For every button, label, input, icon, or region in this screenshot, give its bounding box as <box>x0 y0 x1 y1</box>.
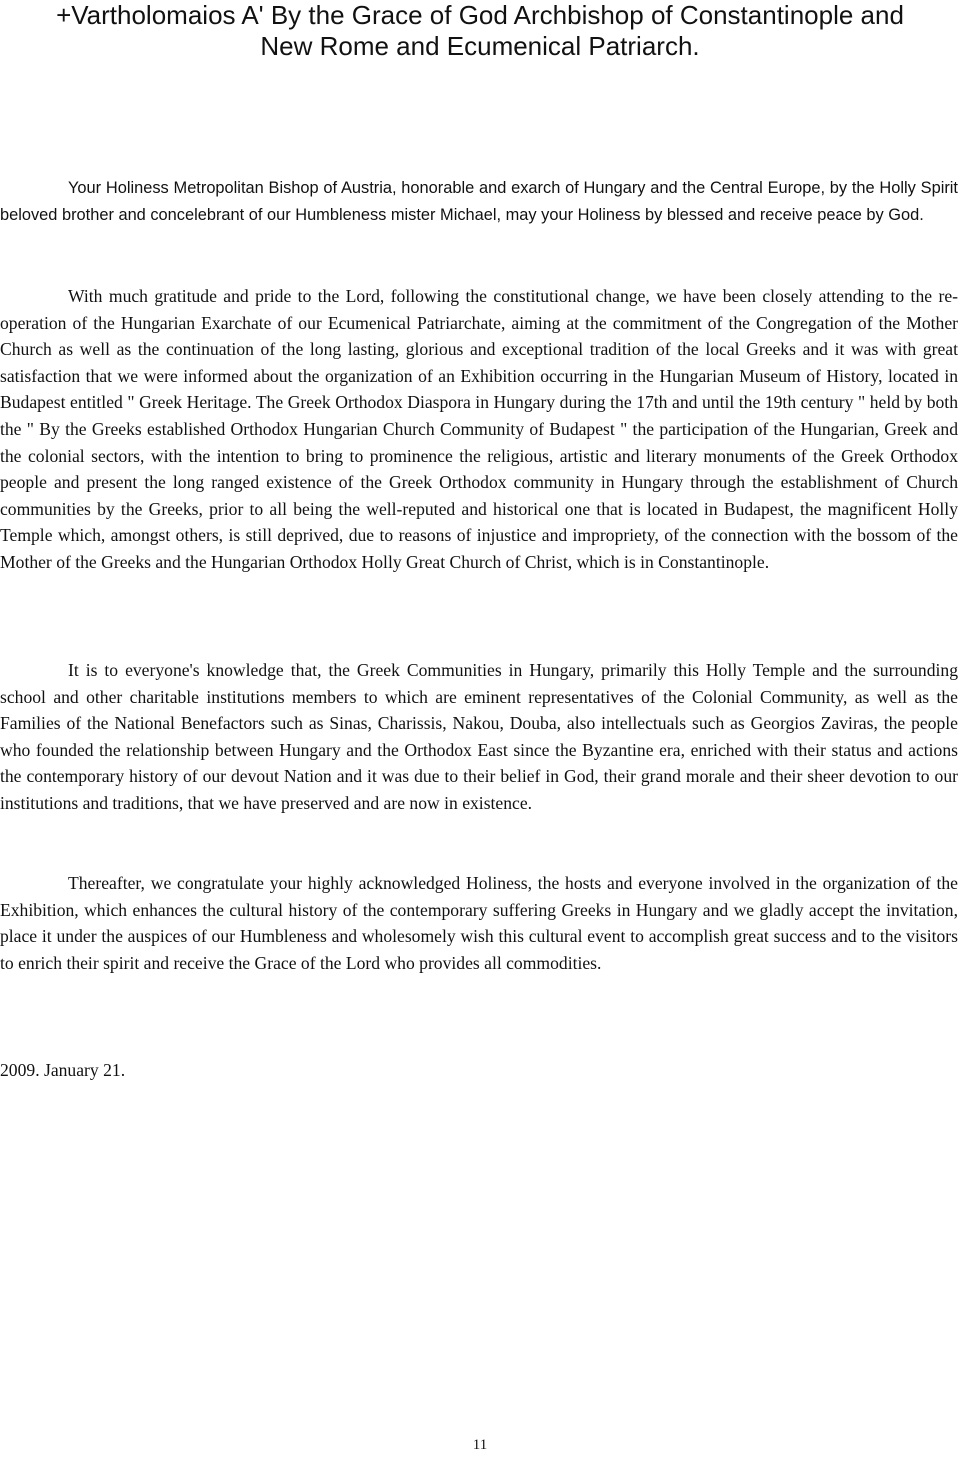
body-paragraph-communities: It is to everyone's knowledge that, the Greek Communities in Hungary, primarily this Holly Temple and the surrounding school and other charitable institutions members to which are eminent representatives of the Colonial Community, as well as the Families of the National Benefactors such as Sinas, Charissis, Nakou, Douba, also intellectuals such as Georgios Zaviras, the people who founded the relationship between Hungary and the Orthodox East since the Byzantine era, enriched with their status and actions the contemporary history of our devout Nation and it was due to their belief in God, their grand morale and their sheer devotion to our institutions and traditions, that we have preserved and are now in existence. <box>0 660 958 813</box>
document-title <box>0 0 960 62</box>
title-line-2: New Rome and Ecumenical Patriarch. <box>260 31 700 61</box>
page-number: 11 <box>472 1437 488 1453</box>
title-line-1: +Vartholomaios A' By the Grace of God Archbishop of Constantinople and <box>56 0 904 30</box>
body-paragraph-exhibition: With much gratitude and pride to the Lord, following the constitutional change, we have been closely attending to the re-operation of the Hungarian Exarchate of our Ecumenical Patriarchate, aiming at the commitment of the Congregation of the Mother Church as well as the continuation of the long lasting, glorious and exceptional tradition of the local Greeks and it was with great satisfaction that we were informed about the organization of an Exhibition occurring in the Hungarian Museum of History, located in Budapest entitled " Greek Heritage. The Greek Orthodox Diaspora in Hungary during the 17th and until the 19th century " held by both the " By the Greeks established Orthodox Hungarian Church Community of Budapest " the participation of the Hungarian, Greek and the colonial sectors, with the intention to bring to prominence the religious, artistic and literary monuments of the Greek Orthodox people and present the long ranged existence of the Greek Orthodox community in Hungary through the establishment of Church communities by the Greeks, prior to all being the well-reputed and historical one that is located in Budapest, the magnificent Holly Temple which, amongst others, is still deprived, due to reasons of injustice and impropriety, of the connection with the bossom of the Mother of the Greeks and the Hungarian Orthodox Holly Great Church of Christ, which is in Constantinople. <box>0 286 958 572</box>
body-paragraph-congratulations: Thereafter, we congratulate your highly acknowledged Holiness, the hosts and everyone involved in the organization of the Exhibition, which enhances the cultural history of the contemporary suffering Greeks in Hungary and we gladly accept the invitation, place it under the auspices of our Humbleness and wholesomely wish this cultural event to accomplish great success and to the visitors to enrich their spirit and receive the Grace of the Lord who provides all commodities. <box>0 873 958 973</box>
greeting-paragraph: Your Holiness Metropolitan Bishop of Austria, honorable and exarch of Hungary and the Central Europe, by the Holly Spirit beloved brother and concelebrant of our Humbleness mister Michael, may your Holiness by blessed and receive peace by God. <box>0 179 958 224</box>
letter-date: 2009. January 21. <box>0 1060 126 1080</box>
